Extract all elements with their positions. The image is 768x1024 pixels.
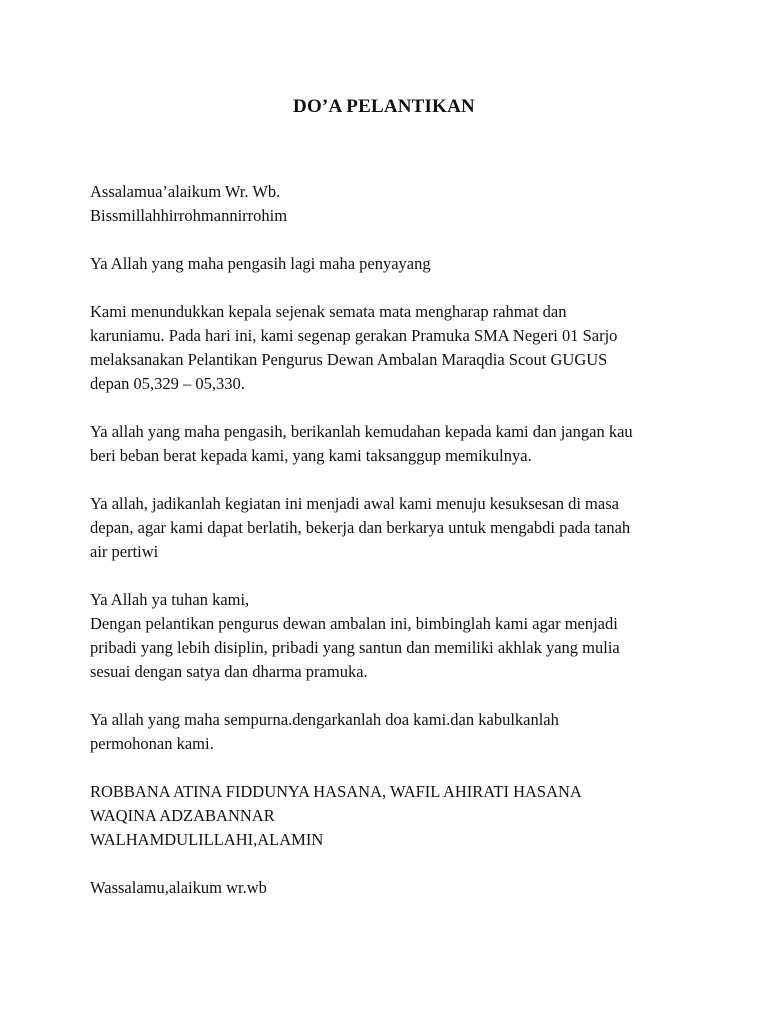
text-line: melaksanakan Pelantikan Pengurus Dewan Ambalan Maraqdia Scout GUGUS [90, 350, 608, 369]
text-line: Ya allah, jadikanlah kegiatan ini menjadi awal kami menuju kesuksesan di masa [90, 494, 619, 513]
text-line: WAQINA ADZABANNAR [90, 806, 275, 825]
paragraph-request [90, 708, 690, 756]
text-line: sesuai dengan satya dan dharma pramuka. [90, 662, 368, 681]
text-line: permohonan kami. [90, 734, 214, 753]
text-line: depan 05,329 – 05,330. [90, 374, 245, 393]
paragraph-guidance [90, 588, 690, 684]
page-title: DO’A PELANTIKAN [293, 96, 475, 117]
text-line: beri beban berat kepada kami, yang kami taksanggup memikulnya. [90, 446, 532, 465]
text-line: air pertiwi [90, 542, 159, 561]
text-line: pribadi yang lebih disiplin, pribadi yang santun dan memiliki akhlak yang mulia [90, 638, 620, 657]
text-line: Ya Allah ya tuhan kami, [90, 590, 250, 609]
text-line: ROBBANA ATINA FIDDUNYA HASANA, WAFIL AHIRATI HASANA [90, 782, 582, 801]
text-line: Kami menundukkan kepala sejenak semata mata mengharap rahmat dan [90, 302, 567, 321]
text-line: Ya Allah yang maha pengasih lagi maha penyayang [90, 254, 431, 273]
text-line: WALHAMDULILLAHI,ALAMIN [90, 830, 324, 849]
paragraph-intro [90, 300, 690, 396]
paragraph-farewell [90, 876, 690, 900]
text-line: Dengan pelantikan pengurus dewan ambalan ini, bimbinglah kami agar menjadi [90, 614, 618, 633]
paragraph-greeting [90, 180, 690, 228]
paragraph-success [90, 492, 690, 564]
text-line: Wassalamu,alaikum wr.wb [90, 878, 267, 897]
document-body [90, 180, 690, 924]
text-line: Ya allah yang maha sempurna.dengarkanlah doa kami.dan kabulkanlah [90, 710, 559, 729]
paragraph-closing-prayer [90, 780, 690, 852]
paragraph-ease [90, 420, 690, 468]
text-line: Ya allah yang maha pengasih, berikanlah kemudahan kepada kami dan jangan kau [90, 422, 633, 441]
text-line: depan, agar kami dapat berlatih, bekerja dan berkarya untuk mengabdi pada tanah [90, 518, 631, 537]
text-line: Assalamua’alaikum Wr. Wb. [90, 182, 281, 201]
paragraph-invocation [90, 252, 690, 276]
text-line: karuniamu. Pada hari ini, kami segenap gerakan Pramuka SMA Negeri 01 Sarjo [90, 326, 618, 345]
text-line: Bissmillahhirrohmannirrohim [90, 206, 288, 225]
